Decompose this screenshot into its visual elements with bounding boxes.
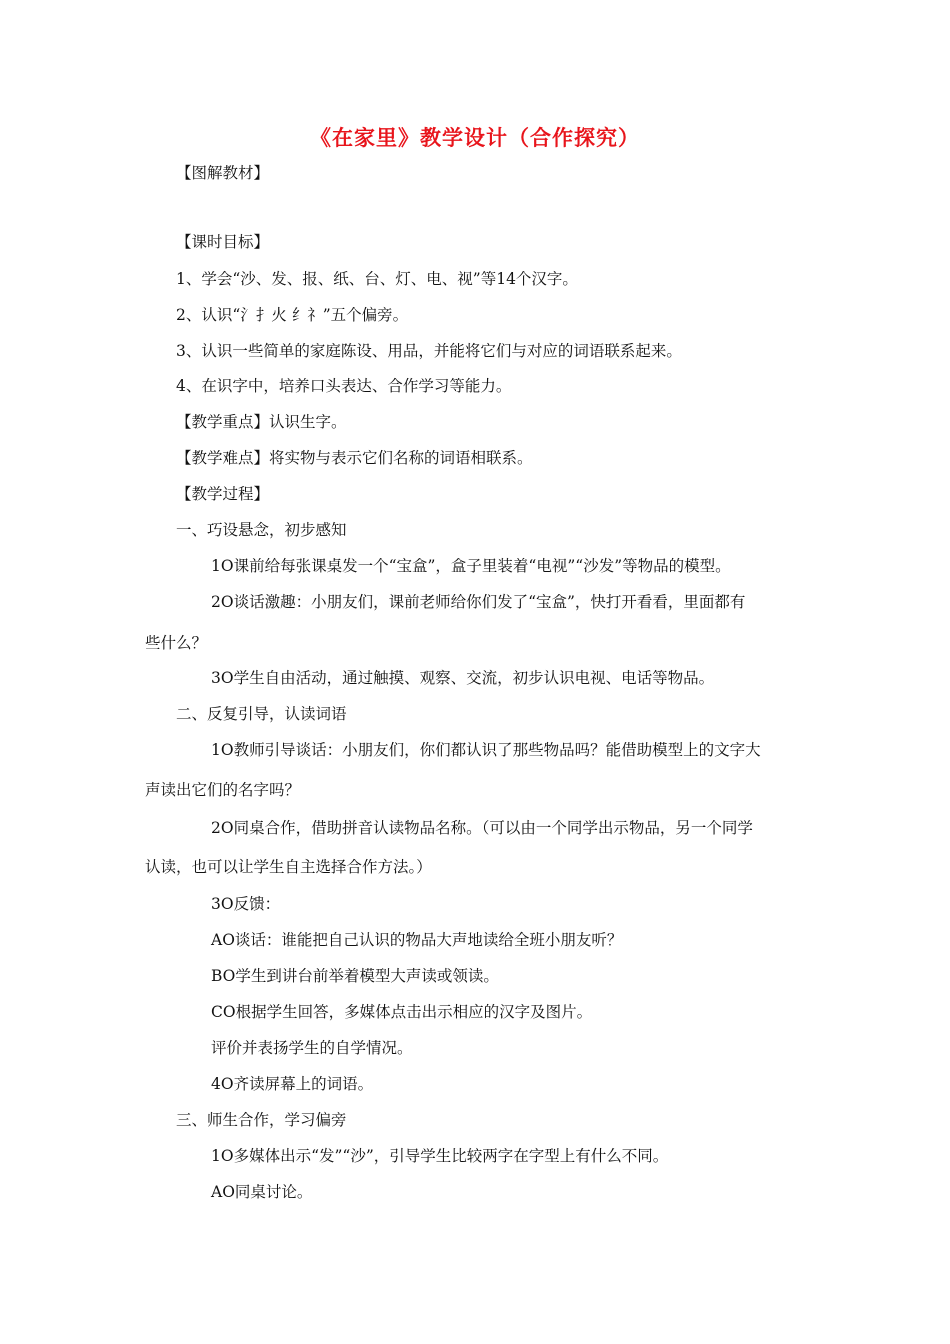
paragraph-continuation: 声读出它们的名字吗？ [145, 781, 301, 799]
paragraph-line: 1O课前给每张课桌发一个“宝盒”，盒子里装着“电视”“沙发”等物品的模型。 [211, 557, 731, 575]
step-heading-3: 三、师生合作，学习偏旁 [176, 1111, 347, 1129]
paragraph-line: CO根据学生回答，多媒体点击出示相应的汉字及图片。 [211, 1003, 593, 1021]
paragraph-line: 2O同桌合作，借助拼音认读物品名称。（可以由一个同学出示物品，另一个同学 [211, 819, 753, 837]
goal-item-3: 3、认识一些简单的家庭陈设、用品，并能将它们与对应的词语联系起来。 [176, 342, 682, 360]
section-key-point: 【教学重点】认识生字。 [176, 413, 347, 431]
goal-item-4: 4、在识字中，培养口头表达、合作学习等能力。 [176, 377, 512, 395]
section-heading-textbook: 【图解教材】 [176, 164, 270, 182]
section-heading-goals: 【课时目标】 [176, 233, 270, 251]
paragraph-line: 2O谈话激趣：小朋友们，课前老师给你们发了“宝盒”，快打开看看，里面都有 [211, 593, 746, 611]
paragraph-continuation: 些什么？ [145, 634, 208, 652]
section-heading-process: 【教学过程】 [176, 485, 270, 503]
paragraph-line: 评价并表扬学生的自学情况。 [211, 1039, 413, 1057]
paragraph-line: 1O多媒体出示“发”“沙”，引导学生比较两字在字型上有什么不同。 [211, 1147, 669, 1165]
section-difficulty: 【教学难点】将实物与表示它们名称的词语相联系。 [176, 449, 533, 467]
paragraph-line: BO学生到讲台前举着模型大声读或领读。 [211, 967, 499, 985]
paragraph-line: AO同桌讨论。 [211, 1183, 313, 1201]
paragraph-line: 3O学生自由活动，通过触摸、观察、交流，初步认识电视、电话等物品。 [211, 669, 715, 687]
step-heading-2: 二、反复引导，认读词语 [176, 705, 347, 723]
goal-item-2: 2、认识“氵扌火 纟礻”五个偏旁。 [176, 306, 409, 324]
document-title: 《在家里》教学设计（合作探究） [310, 125, 640, 150]
paragraph-line: 3O反馈： [211, 895, 281, 913]
paragraph-line: 4O齐读屏幕上的词语。 [211, 1075, 374, 1093]
paragraph-line: 1O教师引导谈话：小朋友们，你们都认识了那些物品吗？能借助模型上的文字大 [211, 741, 761, 759]
step-heading-1: 一、巧设悬念，初步感知 [176, 521, 347, 539]
paragraph-line: AO谈话：谁能把自己认识的物品大声地读给全班小朋友听？ [211, 931, 623, 949]
goal-item-1: 1、学会“沙、发、报、纸、台、灯、电、视”等14个汉字。 [176, 270, 578, 288]
paragraph-continuation: 认读，也可以让学生自主选择合作方法。） [145, 858, 432, 876]
